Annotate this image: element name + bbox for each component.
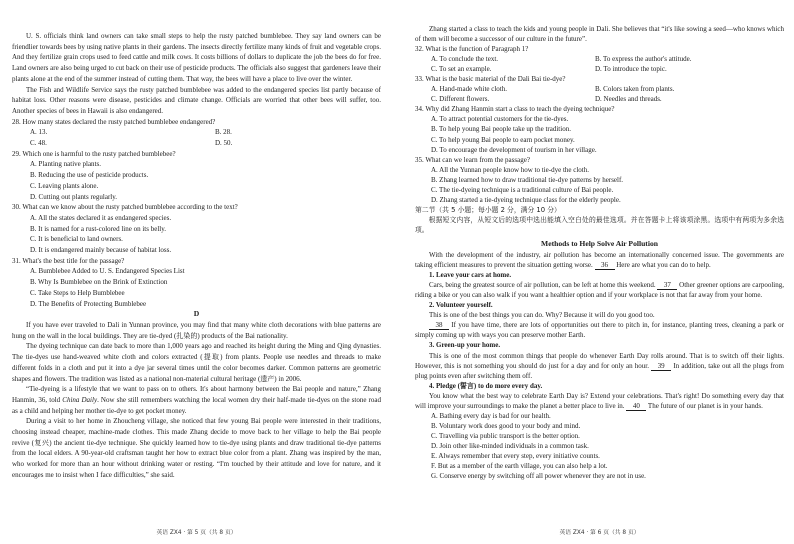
option-a: A. All the states declared it as endangered species. xyxy=(30,213,172,222)
passage-d-paragraph-3 xyxy=(12,384,381,416)
option-c: C. The tie-dyeing technique is a traditional culture of Bai people. xyxy=(431,185,614,194)
paragraph-text: “Tie-dyeing is a lifestyle that we want to pass on to others. It's about harmony between the Bai people and nature,” Zhang Hanmin, 36, told xyxy=(12,385,381,404)
options-row xyxy=(431,54,784,64)
option-a: A. 13. xyxy=(30,128,48,137)
cloze-title: Methods to Help Solve Air Pollution xyxy=(541,238,658,248)
question-stem: 35. What can we learn from the passage? xyxy=(415,155,530,164)
question-34 xyxy=(415,104,784,154)
option-d: D. Cutting out plants regularly. xyxy=(30,192,118,201)
option-b: B. 28. xyxy=(215,128,232,137)
cloze-options xyxy=(415,411,784,481)
option-d: D. Zhang started a tie-dyeing technique class for the elderly people. xyxy=(431,195,621,204)
section-two-header: 第二节（共 5 小题；每小题 2 分，满分 10 分） xyxy=(415,205,561,214)
passage-d-paragraph-4: During a visit to her home in Zhoucheng village, she noticed that few young Bai people were interested in their traditions, choosing instead cheaper, machine-made clothes. This made Zhang decide to move back to her village to help the Bai people revive (复兴) the ancient tie-dye technique. She quickly learned how to tie-dye using plants and draw traditional tie-dye patterns from the local elders. A 90-year-old craftsman taught her how to extract blue color from a plant. Zhang was inspired by the man, who worked for more than an hour without drinking water or resting. “I'm touched by their attitude and love for nature, and it encourages me to insist when I face difficulties,” she said. xyxy=(12,417,381,479)
paragraph-text: With the development of the industry, air pollution has become an internationally concerned issue. The governments are taking efficient measures to prevent the situation getting worse. xyxy=(415,251,784,270)
blank-39: 39 xyxy=(651,362,671,371)
cloze-option-g: G. Conserve energy by switching off all power whenever they are not in use. xyxy=(431,472,646,481)
cloze-intro xyxy=(415,250,784,270)
question-35 xyxy=(415,155,784,205)
tip-2-paragraph-2 xyxy=(415,320,784,340)
option-c: C. Take Steps to Help Bumblebee xyxy=(30,288,125,297)
tip-3-heading: 3. Green-up your home. xyxy=(429,341,501,350)
passage-c-paragraph-1: U. S. officials think land owners can take small steps to help the rusty patched bumblebee. They say land owners can be friendlier towards bees by using native plants in their gardens. The insects directly fertilize many kinds of fruit and vegetable crops. And they fertilize grain crops used to feed cattle and milk cows. It costs billions of dollars to duplicate the job the bees do for free. Land owners are also being urged to cut back on their use of pesticide products. The officials also suggest that gardeners leave their plants alone at the end of the summer instead of cutting them. That way, the bees will have a place to live over the winter. xyxy=(12,32,381,83)
tip-1-heading: 1. Leave your cars at home. xyxy=(429,271,512,280)
option-b: B. Reducing the use of pesticide products. xyxy=(30,171,149,180)
passage-d-paragraph-5: Zhang started a class to teach the kids and young people in Dali. She believes that “it's like sowing a seed—who knows which of them will become a successor of our culture in the future”. xyxy=(415,25,784,44)
option-b: B. To help young Bai people take up the tradition. xyxy=(431,125,571,134)
paragraph-text: If you have time, there are lots of opportunities out there to pitch in, for instance, planting trees, cleaning a park or simply coming up with ways you can preserve mother Earth. xyxy=(415,321,784,340)
cloze-option-a: A. Bathing every day is bad for our health. xyxy=(431,411,551,420)
option-d: D. Needles and threads. xyxy=(595,95,662,104)
option-b: B. Colors taken from plants. xyxy=(595,85,675,94)
passage-d-paragraph-1: If you have ever traveled to Dali in Yunnan province, you may find that many white cloth decorations with blue patterns are hung on the wall in the local buildings. They are tie-dyed (扎染的) products of the Bai nationality. xyxy=(12,320,381,340)
question-stem: 30. What can we know about the rusty patched bumblebee according to the text? xyxy=(12,203,238,212)
option-d: D. To encourage the development of tourism in her village. xyxy=(431,145,597,154)
option-d: D. To introduce the topic. xyxy=(595,65,667,74)
question-stem: 32. What is the function of Paragraph 1? xyxy=(415,45,529,54)
tip-2-heading: 2. Volunteer yourself. xyxy=(429,301,493,310)
cloze-option-b: B. Voluntary work does good to your body and mind. xyxy=(431,421,581,430)
option-b: B. It is named for a rust-colored line on its belly. xyxy=(30,224,167,233)
question-stem: 28. How many states declared the rusty patched bumblebee endangered? xyxy=(12,117,216,126)
options-row xyxy=(431,84,784,94)
newspaper-name: China Daily xyxy=(62,395,98,404)
blank-36: 36 xyxy=(595,261,615,270)
question-stem: 34. Why did Zhang Hanmin start a class to teach the dyeing technique? xyxy=(415,105,615,114)
options-row xyxy=(30,138,381,149)
option-d: D. It is endangered mainly because of habitat loss. xyxy=(30,246,172,255)
paragraph-text: You know what the best way to celebrate Earth Day is? Extend your celebrations. That's right! Do something every day that will improve your surroundings to make the planet a better place to live in. xyxy=(415,391,784,410)
question-29 xyxy=(12,149,381,203)
option-a: A. All the Yunnan people know how to tie-dye the cloth. xyxy=(431,165,589,174)
question-stem: 29. Which one is harmful to the rusty patched bumblebee? xyxy=(12,149,176,158)
blank-38: 38 xyxy=(429,321,449,330)
option-d: D. The Benefits of Protecting Bumblebee xyxy=(30,299,147,308)
question-stem: 31. What's the best title for the passage? xyxy=(12,256,125,265)
option-c: C. To set an example. xyxy=(431,65,492,74)
tip-4-heading: 4. Pledge (誓言) to do more every day. xyxy=(429,381,543,390)
question-31 xyxy=(12,256,381,310)
option-a: A. Hand-made white cloth. xyxy=(431,85,508,94)
option-b: B. To express the author's attitude. xyxy=(595,55,692,64)
option-c: C. It is beneficial to land owners. xyxy=(30,235,123,244)
page-footer-5: 英语 ZX4 · 第 5 页（共 8 页） xyxy=(156,530,237,536)
paragraph-text: Here are what you can do to help. xyxy=(614,261,711,270)
option-b: B. Zhang learned how to draw traditional tie-dye patterns by herself. xyxy=(431,175,624,184)
tip-1-paragraph xyxy=(415,280,784,300)
option-b: B. Why Is Bumblebee on the Brink of Extinction xyxy=(30,278,168,287)
options-row xyxy=(30,127,381,138)
question-33 xyxy=(415,74,784,104)
option-a: A. Bumblebee Added to U. S. Endangered Species List xyxy=(30,267,185,276)
paragraph-text: Cars, being the greatest source of air pollution, can be left at home this weekend. xyxy=(429,281,658,290)
question-30 xyxy=(12,202,381,256)
page-footer-6: 英语 ZX4 · 第 6 页（共 8 页） xyxy=(559,530,640,536)
paragraph-text: The future of our planet is in your hands. xyxy=(646,401,763,410)
option-c: C. Different flowers. xyxy=(431,95,490,104)
paragraph-text: . Now she still remembers watching the local women dry their half-made tie-dyes on the stone road as a child and helping her mother tie-dye to get pocket money. xyxy=(12,395,381,415)
section-two-instructions: 根据短文内容，从短文后的选项中选出能填入空白处的最佳选项。并在答题卡上将该项涂黑。选项中有两项为多余选项。 xyxy=(415,215,784,234)
option-c: C. To help young Bai people to earn pocket money. xyxy=(431,135,575,144)
option-d: D. 50. xyxy=(215,139,233,148)
option-c: C. Leaving plants alone. xyxy=(30,181,99,190)
tip-3-paragraph xyxy=(415,351,784,381)
cloze-option-f: F. But as a member of the earth village, you can also help a lot. xyxy=(431,462,608,471)
cloze-option-c: C. Travelling via public transport is the better option. xyxy=(431,431,580,440)
passage-c-paragraph-2: The Fish and Wildlife Service says the rusty patched bumblebee was added to the endangered species list partly because of habitat loss. Other reasons were disease, pesticides and climate change. Officials are worried that other bees will suffer, too. Another species of bees in Hawaii is also endangered. xyxy=(12,85,381,115)
paragraph-text: Other greener options are carpooling, riding a bike or you can also walk if you want a healthier option and if your workplace is not that far away from your home. xyxy=(415,281,784,300)
options-row xyxy=(431,94,784,104)
paragraph-text: In addition, take out all the plugs from plug points even after switching them off. xyxy=(415,361,784,380)
blank-37: 37 xyxy=(657,281,677,290)
question-32 xyxy=(415,44,784,74)
option-a: A. Planting native plants. xyxy=(30,160,101,169)
option-c: C. 48. xyxy=(30,139,47,148)
exam-page-5 xyxy=(12,31,381,481)
option-a: A. To attract potential customers for the tie-dyes. xyxy=(431,115,569,124)
cloze-option-e: E. Always remember that every step, every initiative counts. xyxy=(431,451,600,460)
passage-d-paragraph-2: The dyeing technique can date back to more than 1,000 years ago and reached its height during the Ming and Qing dynasties. The tie-dyes use hand-weaved white cloth and colors extracted (提取) from plants. People use needles and threads to make different folds in a cloth and put it into a dye jar several times until the color becomes darker. Common patterns are geometric shapes and flowers. The tradition was listed as a national non-material cultural heritage (遗产) in 2006. xyxy=(12,342,381,383)
paragraph-text: This is one of the most common things that people do whenever Earth Day rolls around. That is to switch off their lights. However, this is not something you should do just for a day and for only an hour. xyxy=(415,351,784,370)
option-a: A. To conclude the text. xyxy=(431,55,499,64)
passage-d-label: D xyxy=(193,309,200,319)
tip-2-paragraph: This is one of the best things you can do. Why? Because it will do you good too. xyxy=(429,311,655,320)
question-stem: 33. What is the basic material of the Dali Bai tie-dye? xyxy=(415,75,566,84)
question-28 xyxy=(12,117,381,149)
blank-40: 40 xyxy=(626,402,646,411)
options-row xyxy=(431,64,784,74)
exam-page-6 xyxy=(415,24,784,481)
tip-4-paragraph xyxy=(415,391,784,411)
cloze-option-d: D. Join other like-minded individuals in a common task. xyxy=(431,441,589,450)
